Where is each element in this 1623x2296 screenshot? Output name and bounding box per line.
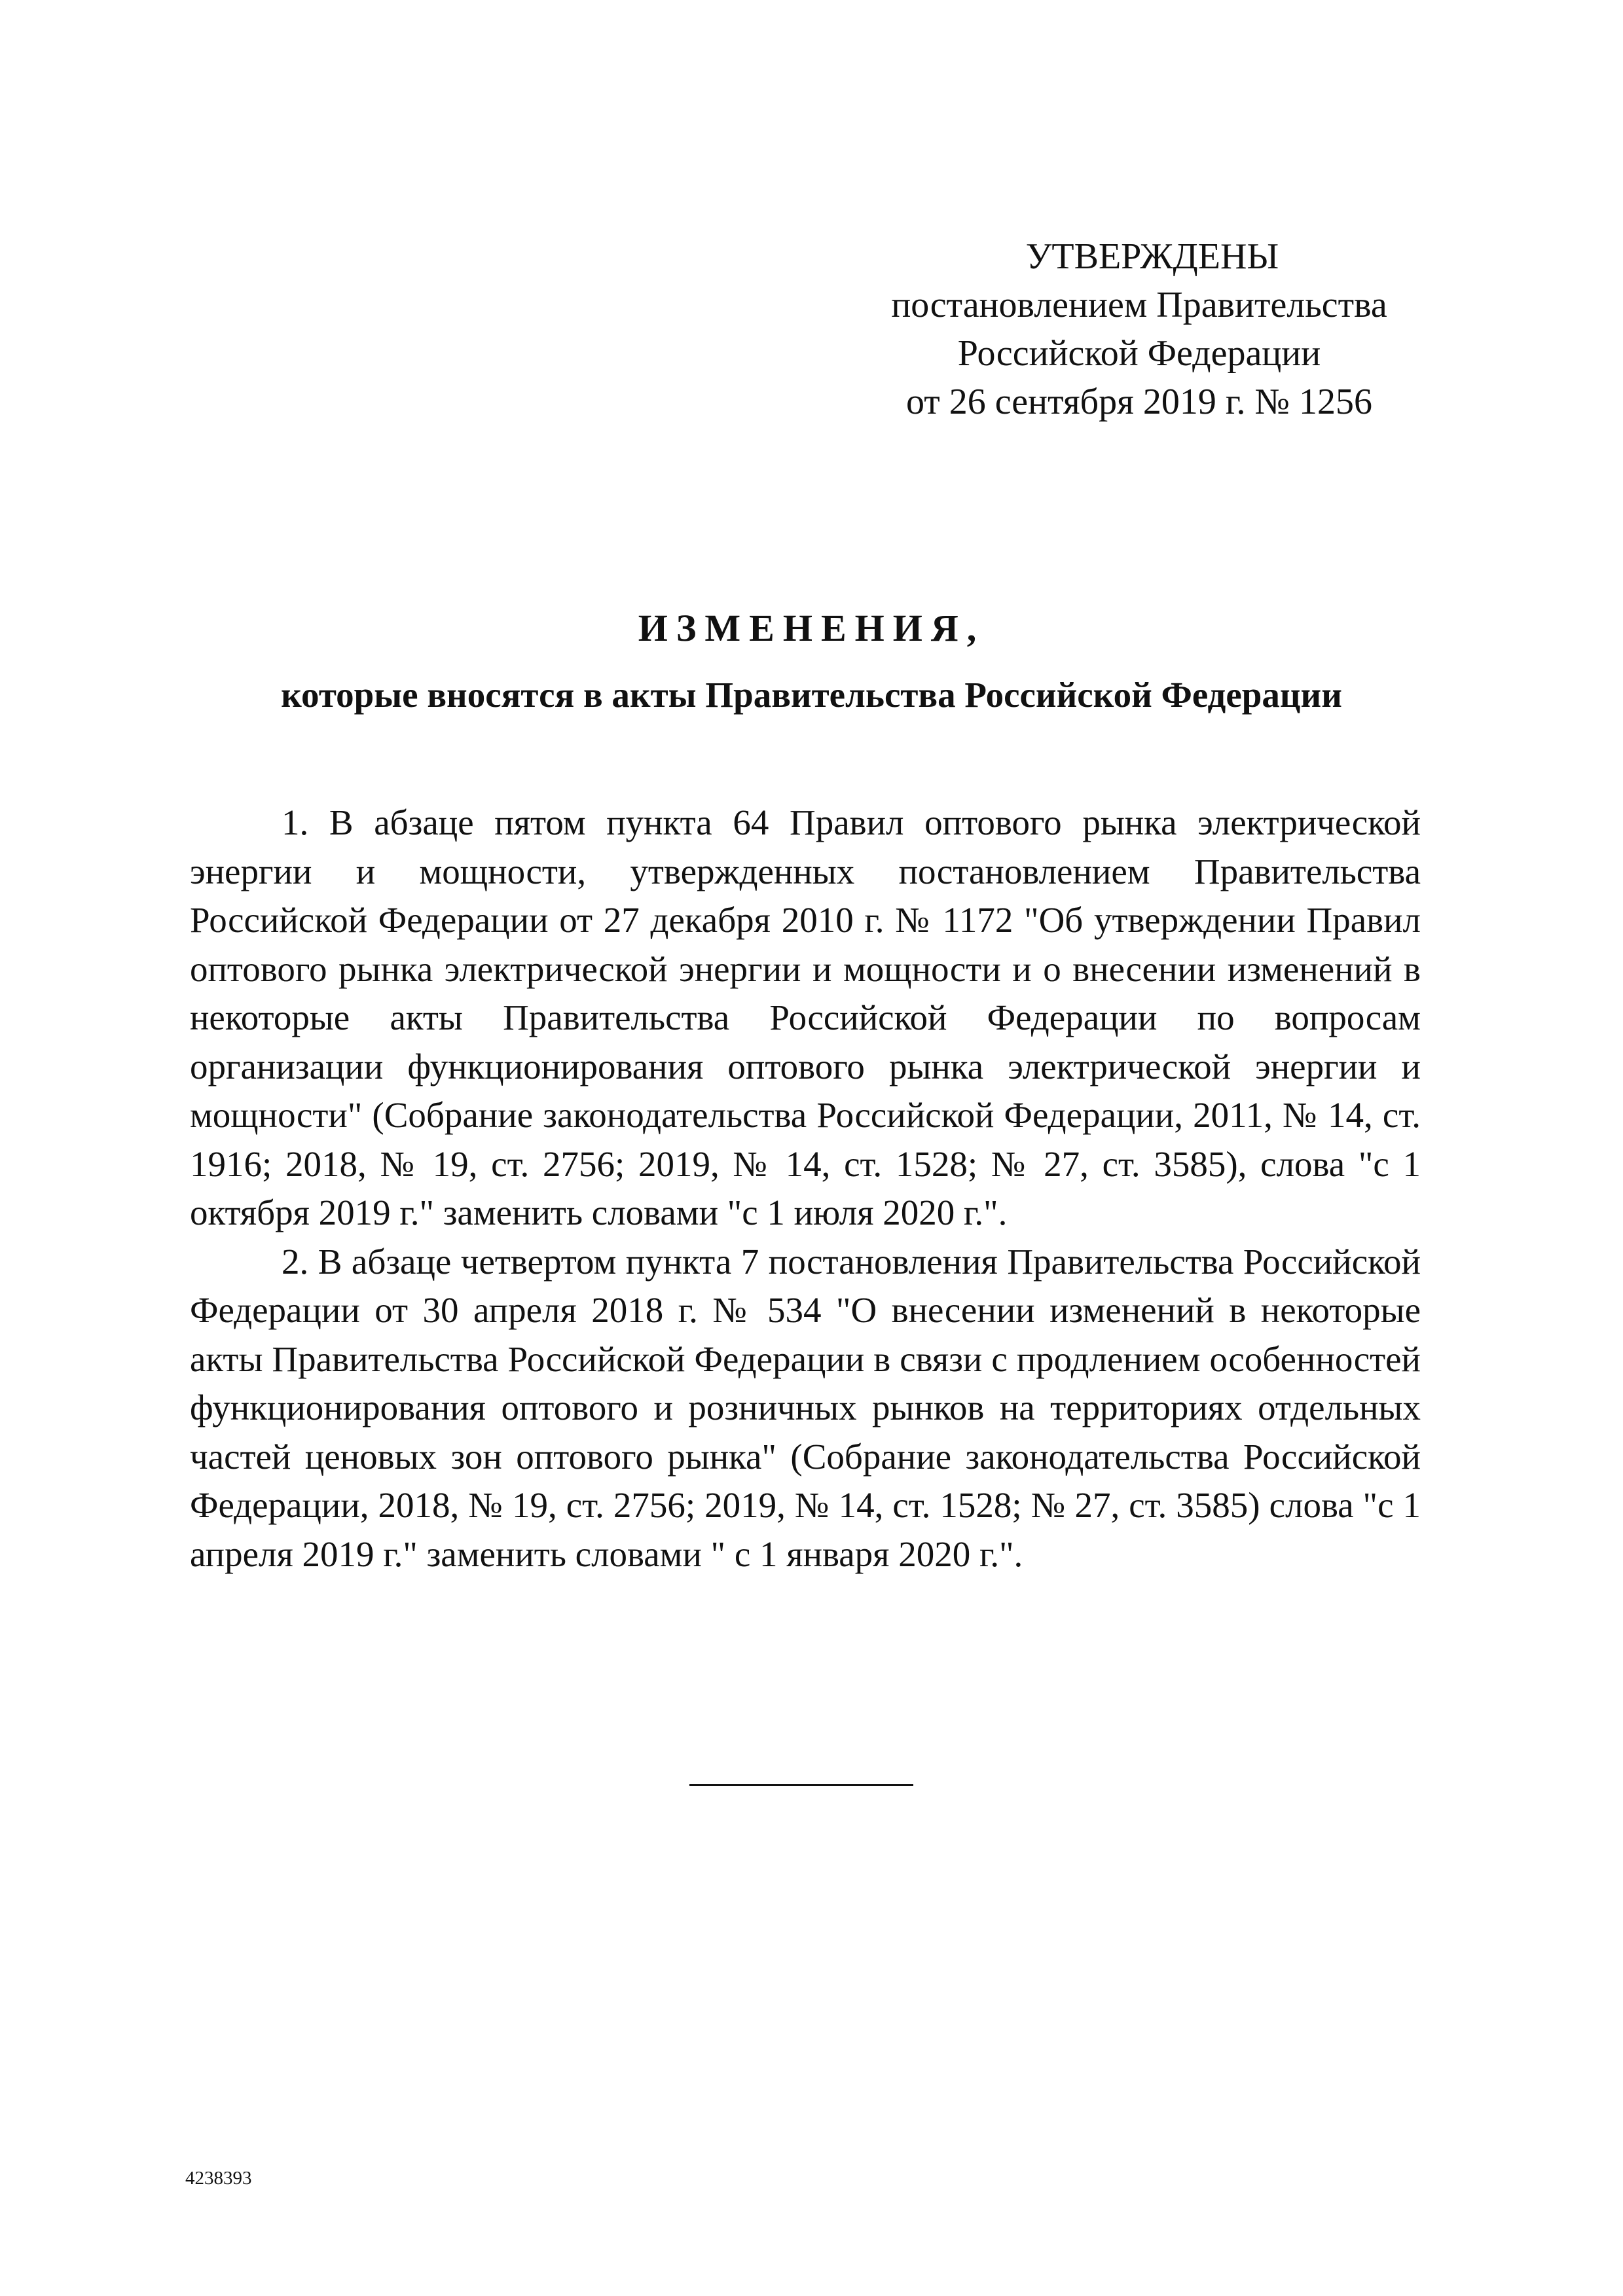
approval-line: Российской Федерации (957, 333, 1321, 374)
approval-line: от 26 сентября 2019 г. № 1256 (906, 382, 1372, 422)
paragraph-2: 2. В абзаце четвертом пункта 7 постановления Правительства Российской Федерации от 30 апреля 2018 г. № 534 "О внесении изменений в некоторые акты Правительства Российской Федерации в связи с продлением особенностей функционирования оптового и розничных рынков на территориях отдельных частей ценовых зон оптового рынка" (Собрание законодательства Российской Федерации, 2018, № 19, ст. 2756; 2019, № 14, ст. 1528; № 27, ст. 3585) слова "с 1 апреля 2019 г." заменить словами " с 1 января 2020 г.". (190, 1241, 1421, 1574)
document-subtitle: которые вносятся в акты Правительства Российской Федерации (281, 675, 1342, 715)
approval-line: УТВЕРЖДЕНЫ (1025, 236, 1279, 277)
document-body (190, 798, 1421, 1579)
paragraph-1: 1. В абзаце пятом пункта 64 Правил оптового рынка электрической энергии и мощности, утвержденных постановлением Правительства Российской Федерации от 27 декабря 2010 г. № 1172 "Об утверждении Правил оптового рынка электрической энергии и мощности и о внесении изменений в некоторые акты Правительства Российской Федерации по вопросам организации функционирования оптового рынка электрической энергии и мощности" (Собрание законодательства Российской Федерации, 2011, № 14, ст. 1916; 2018, № 19, ст. 2756; 2019, № 14, ст. 1528; № 27, ст. 3585), слова "с 1 октября 2019 г." заменить словами "с 1 июля 2020 г.". (190, 802, 1421, 1232)
document-title: ИЗМЕНЕНИЯ, (638, 607, 985, 649)
approval-stamp (858, 232, 1421, 426)
approval-line: постановлением Правительства (891, 285, 1387, 325)
document-code: 4238393 (185, 2168, 252, 2189)
end-divider (689, 1784, 913, 1786)
